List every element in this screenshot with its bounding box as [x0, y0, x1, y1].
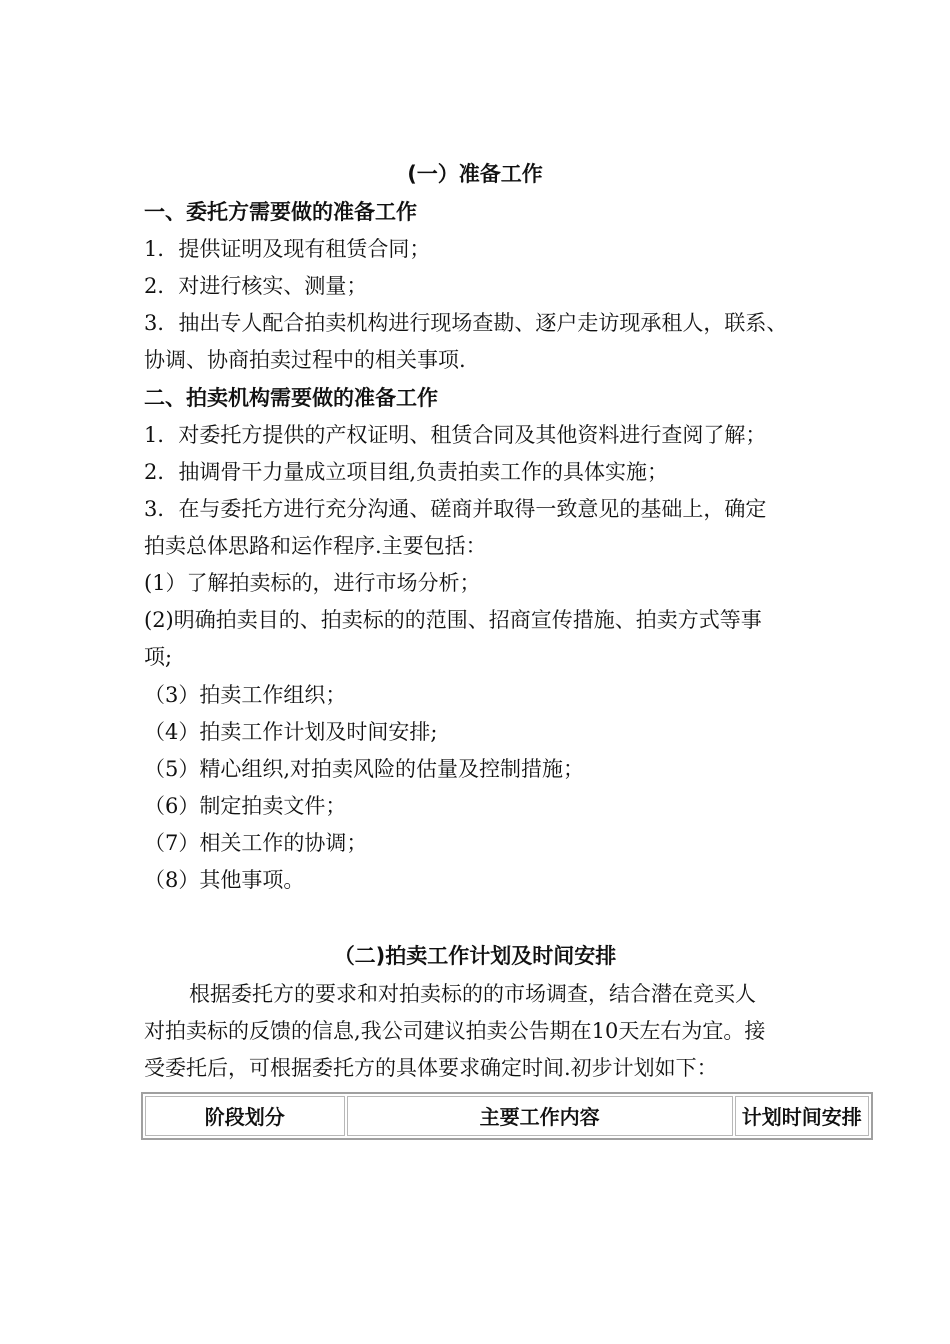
section-title-schedule: （二)拍卖工作计划及时间安排 — [333, 944, 617, 968]
list-item-continuation: 项; — [144, 645, 173, 669]
table-header-row — [145, 1096, 869, 1136]
list-item: (1）了解拍卖标的，进行市场分析； — [144, 571, 481, 595]
list-item: (2)明确拍卖目的、拍卖标的的范围、招商宣传措施、拍卖方式等事 — [144, 608, 762, 632]
list-item: （8）其他事项。 — [144, 868, 305, 892]
list-item: 2．抽调骨干力量成立项目组,负责拍卖工作的具体实施； — [144, 460, 669, 484]
list-item: （6）制定拍卖文件； — [144, 794, 347, 818]
table-header-cell-time: 计划时间安排 — [735, 1096, 869, 1136]
body-paragraph-line: 根据委托方的要求和对拍卖标的的市场调查，结合潜在竞买人 — [189, 982, 756, 1006]
list-item: 1．提供证明及现有租赁合同； — [144, 237, 431, 261]
body-paragraph-line: 受委托后，可根据委托方的具体要求确定时间.初步计划如下： — [144, 1056, 718, 1080]
list-item: 3．在与委托方进行充分沟通、磋商并取得一致意见的基础上，确定 — [144, 497, 767, 521]
list-item-continuation: 协调、协商拍卖过程中的相关事项. — [144, 348, 466, 372]
subheading-auction-house-preparation: 二、拍卖机构需要做的准备工作 — [144, 386, 438, 410]
list-item: （4）拍卖工作计划及时间安排; — [144, 720, 438, 744]
section-title-preparation: (一）准备工作 — [407, 162, 543, 186]
schedule-table — [141, 1092, 873, 1140]
list-item-continuation: 拍卖总体思路和运作程序.主要包括： — [144, 534, 487, 558]
list-item: 3．抽出专人配合拍卖机构进行现场查勘、逐户走访现承租人，联系、 — [144, 311, 788, 335]
subheading-client-preparation: 一、委托方需要做的准备工作 — [144, 200, 417, 224]
list-item: （7）相关工作的协调； — [144, 831, 368, 855]
list-item: 1．对委托方提供的产权证明、租赁合同及其他资料进行查阅了解； — [144, 423, 767, 447]
list-item: 2．对进行核实、测量； — [144, 274, 368, 298]
list-item: （3）拍卖工作组织； — [144, 683, 347, 707]
list-item: （5）精心组织,对拍卖风险的估量及控制措施； — [144, 757, 585, 781]
table-header-cell-content: 主要工作内容 — [347, 1096, 733, 1136]
table-header-cell-stage: 阶段划分 — [145, 1096, 345, 1136]
body-paragraph-line: 对拍卖标的反馈的信息,我公司建议拍卖公告期在10天左右为宜。接 — [144, 1019, 766, 1043]
